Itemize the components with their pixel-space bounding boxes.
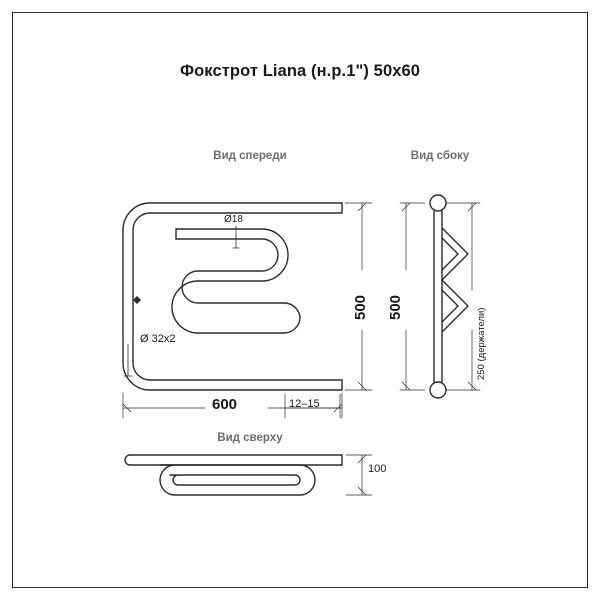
dimension-500-front: 500 — [352, 294, 369, 320]
view-label-front: Вид спереди — [213, 150, 287, 162]
dimension-lines-side — [400, 203, 480, 390]
page-title: Фокстрот Liana (н.р.1") 50x60 — [179, 62, 421, 80]
dimension-500-side: 500 — [387, 294, 404, 320]
view-label-side: Вид сбоку — [410, 150, 470, 162]
front-view-outline — [123, 203, 342, 390]
dimension-diameter-32x2: Ø 32x2 — [140, 333, 176, 345]
dimension-600: 600 — [212, 396, 238, 413]
side-view-outline — [430, 195, 468, 398]
dimension-12-15: 12–15 — [289, 398, 320, 410]
dimension-diameter-18: Ø18 — [224, 214, 243, 225]
dimension-lines-top — [346, 455, 372, 495]
top-view-outline — [125, 455, 342, 495]
view-label-top: Вид сверху — [217, 432, 283, 444]
dimension-lines-front — [123, 203, 372, 418]
leader-d32 — [124, 344, 132, 376]
dimension-250-brackets: 250 (держатели) — [476, 307, 487, 380]
dimension-100: 100 — [368, 463, 387, 475]
center-marker-icon — [133, 296, 141, 304]
